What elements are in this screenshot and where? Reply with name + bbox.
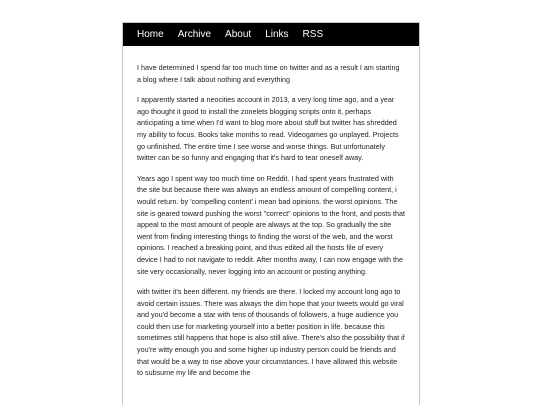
nav-home-link[interactable]: Home <box>137 29 164 40</box>
nav-archive-link[interactable]: Archive <box>177 29 212 40</box>
nav-about-link[interactable]: About <box>225 29 252 40</box>
nav-links-link[interactable]: Links <box>265 29 289 40</box>
post-paragraph-3: Years ago I spent way too much time on Reddit. I had spent years frustrated with the site but because there was always an endless amount of compelling content, i would return. by 'compelling content' i mean bad opinions. the worst opinions. The site is geared toward pushing the worst "correct" opinions to the front, and posts that appeal to the most amount of people are always at the top. So gradually the site went from finding interesting things to finding the worst of the web, and the worst opinions. I reached a breaking point, and thus edited all the hosts file of every device I had to not navigate to reddit. After months away, I can now engage with the site very occasionally, never logging into an account or posting anything. <box>137 173 405 276</box>
top-navbar <box>123 23 419 46</box>
blog-container <box>122 22 420 405</box>
nav-rss-link[interactable]: RSS <box>302 29 324 40</box>
post-paragraph-1: I have determined I spend far too much time on twitter and as a result I am starting a blog where I talk about nothing and everything <box>137 63 400 84</box>
post-paragraph-4: with twitter it's been different. my friends are there. I locked my account long ago to avoid certain issues. There was always the dim hope that your tweets would go viral and you'd become a star with tens of thousands of followers, a huge audience you could then use for marketing yourself into a better position in life. because this sometimes still happens that hope is also still alive. There's also the possibility that if you're witty enough you and some higher up industry person could be friends and that would be a way to rise above your circumstances. I have allowed this website to subsume my life and become the <box>137 287 405 378</box>
post-paragraph-2: I apparently started a neocities account in 2013, a very long time ago, and a year ago thought it good to install the zonelets blogging scripts onto it, perhaps anticipating a time when I'd want to blog more about stuff but twitter has shredded my ability to focus. Books take months to read. Videogames go unplayed. Projects go unfinished. The entire time I see worse and worse things. But unfortunately twitter can be so funny and engaging that it's hard to tear oneself away. <box>137 95 399 163</box>
post-body <box>123 46 419 379</box>
